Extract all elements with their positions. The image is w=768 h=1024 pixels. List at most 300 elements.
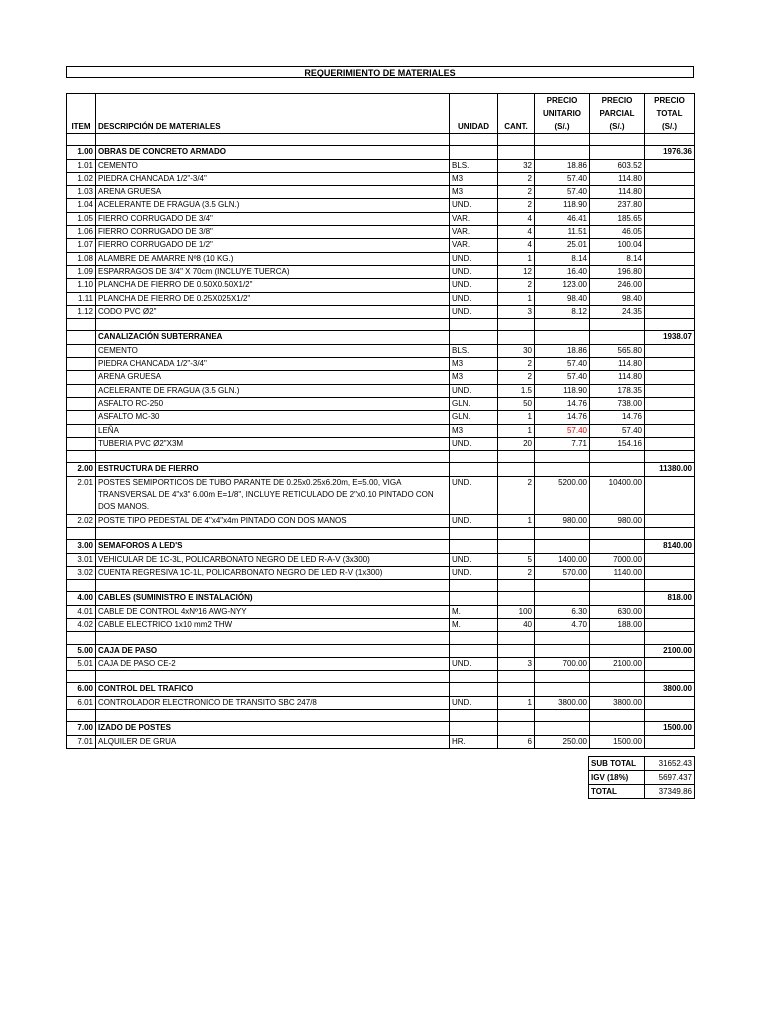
table-row bbox=[67, 476, 695, 514]
empty-cell bbox=[96, 632, 450, 644]
partial-price: 246.00 bbox=[590, 279, 645, 292]
partial-price: 3800.00 bbox=[590, 696, 645, 709]
empty-cell bbox=[96, 319, 450, 331]
partial-price: 8.14 bbox=[590, 252, 645, 265]
item-number bbox=[67, 424, 96, 437]
item-quantity: 2 bbox=[498, 358, 535, 371]
empty-cell bbox=[67, 580, 96, 592]
item-unit: M3 bbox=[450, 371, 498, 384]
empty-cell bbox=[645, 265, 695, 278]
item-unit: UND. bbox=[450, 305, 498, 318]
unit-price: 57.40 bbox=[535, 358, 590, 371]
table-row bbox=[67, 696, 695, 709]
table-row bbox=[67, 344, 695, 357]
header-precio-total bbox=[645, 94, 695, 134]
partial-price: 14.76 bbox=[590, 411, 645, 424]
summary-label: TOTAL bbox=[589, 785, 645, 799]
unit-price: 6.30 bbox=[535, 605, 590, 618]
empty-cell bbox=[535, 644, 590, 657]
item-unit: BLS. bbox=[450, 344, 498, 357]
empty-cell bbox=[535, 683, 590, 696]
empty-cell bbox=[96, 527, 450, 539]
empty-cell bbox=[450, 319, 498, 331]
item-number: 1.01 bbox=[67, 159, 96, 172]
item-unit: UND. bbox=[450, 514, 498, 527]
partial-price: 237.80 bbox=[590, 199, 645, 212]
unit-price: 98.40 bbox=[535, 292, 590, 305]
partial-price: 24.35 bbox=[590, 305, 645, 318]
empty-cell bbox=[498, 710, 535, 722]
empty-cell bbox=[645, 605, 695, 618]
item-quantity: 2 bbox=[498, 371, 535, 384]
item-number: 1.09 bbox=[67, 265, 96, 278]
header-pp-line3: (S/.) bbox=[609, 122, 625, 131]
section-title: CABLES (SUMINISTRO E INSTALACIÓN) bbox=[96, 592, 450, 605]
empty-cell bbox=[498, 671, 535, 683]
item-number: 4.02 bbox=[67, 618, 96, 631]
partial-price: 154.16 bbox=[590, 437, 645, 450]
item-number: 1.08 bbox=[67, 252, 96, 265]
empty-cell bbox=[498, 134, 535, 146]
table-body bbox=[67, 134, 695, 749]
table-row bbox=[67, 605, 695, 618]
empty-cell bbox=[535, 540, 590, 553]
header-pu-line1: PRECIO bbox=[546, 96, 578, 105]
section-title: IZADO DE POSTES bbox=[96, 722, 450, 735]
item-description: PIEDRA CHANCADA 1/2"-3/4" bbox=[96, 358, 450, 371]
table-row bbox=[67, 371, 695, 384]
section-total: 1500.00 bbox=[645, 722, 695, 735]
section-row bbox=[67, 463, 695, 476]
item-quantity: 3 bbox=[498, 305, 535, 318]
header-unidad: UNIDAD bbox=[450, 94, 498, 134]
section-row bbox=[67, 592, 695, 605]
item-description: ASFALTO RC-250 bbox=[96, 397, 450, 410]
empty-cell bbox=[645, 735, 695, 748]
table-row bbox=[67, 384, 695, 397]
blank-row bbox=[67, 580, 695, 592]
item-number: 1.05 bbox=[67, 212, 96, 225]
item-unit: UND. bbox=[450, 696, 498, 709]
item-quantity: 5 bbox=[498, 553, 535, 566]
empty-cell bbox=[535, 722, 590, 735]
unit-price: 57.40 bbox=[535, 371, 590, 384]
item-description: CAJA DE PASO CE-2 bbox=[96, 657, 450, 670]
item-number bbox=[67, 331, 96, 344]
item-description: PIEDRA CHANCADA 1/2"-3/4" bbox=[96, 172, 450, 185]
partial-price: 98.40 bbox=[590, 292, 645, 305]
unit-price: 18.86 bbox=[535, 344, 590, 357]
section-row bbox=[67, 683, 695, 696]
empty-cell bbox=[535, 146, 590, 159]
item-description: POSTE TIPO PEDESTAL DE 4"x4"x4m PINTADO CON DOS MANOS bbox=[96, 514, 450, 527]
item-number: 1.02 bbox=[67, 172, 96, 185]
section-title: OBRAS DE CONCRETO ARMADO bbox=[96, 146, 450, 159]
empty-cell bbox=[645, 159, 695, 172]
table-row bbox=[67, 397, 695, 410]
partial-price: 1140.00 bbox=[590, 566, 645, 579]
empty-cell bbox=[645, 358, 695, 371]
partial-price: 46.05 bbox=[590, 226, 645, 239]
empty-cell bbox=[645, 292, 695, 305]
empty-cell bbox=[498, 683, 535, 696]
partial-price: 114.80 bbox=[590, 371, 645, 384]
item-description: ACELERANTE DE FRAGUA (3.5 GLN.) bbox=[96, 384, 450, 397]
empty-cell bbox=[498, 319, 535, 331]
item-quantity: 2 bbox=[498, 172, 535, 185]
unit-price: 700.00 bbox=[535, 657, 590, 670]
item-quantity: 1 bbox=[498, 424, 535, 437]
item-description: VEHICULAR DE 1C-3L, POLICARBONATO NEGRO DE LED R-A-V (3x300) bbox=[96, 553, 450, 566]
item-quantity: 2 bbox=[498, 199, 535, 212]
header-precio-parcial bbox=[590, 94, 645, 134]
empty-cell bbox=[645, 319, 695, 331]
empty-cell bbox=[450, 451, 498, 463]
header-pp-line2: PARCIAL bbox=[599, 109, 635, 118]
item-number: 7.01 bbox=[67, 735, 96, 748]
item-number bbox=[67, 358, 96, 371]
item-unit: M3 bbox=[450, 424, 498, 437]
empty-cell bbox=[535, 632, 590, 644]
item-quantity: 100 bbox=[498, 605, 535, 618]
empty-cell bbox=[645, 514, 695, 527]
item-description: CABLE DE CONTROL 4xNº16 AWG-NYY bbox=[96, 605, 450, 618]
item-number bbox=[67, 411, 96, 424]
empty-cell bbox=[645, 134, 695, 146]
item-unit: BLS. bbox=[450, 159, 498, 172]
page-title: REQUERIMIENTO DE MATERIALES bbox=[66, 66, 694, 78]
partial-price: 100.04 bbox=[590, 239, 645, 252]
item-number: 6.00 bbox=[67, 683, 96, 696]
empty-cell bbox=[96, 710, 450, 722]
item-description: CABLE ELECTRICO 1x10 mm2 THW bbox=[96, 618, 450, 631]
item-unit: HR. bbox=[450, 735, 498, 748]
item-quantity: 2 bbox=[498, 279, 535, 292]
item-description: FIERRO CORRUGADO DE 3/4" bbox=[96, 212, 450, 225]
item-number: 5.01 bbox=[67, 657, 96, 670]
empty-cell bbox=[498, 722, 535, 735]
item-description: ARENA GRUESA bbox=[96, 371, 450, 384]
empty-cell bbox=[96, 580, 450, 592]
item-number: 7.00 bbox=[67, 722, 96, 735]
unit-price: 123.00 bbox=[535, 279, 590, 292]
table-row bbox=[67, 292, 695, 305]
empty-cell bbox=[535, 527, 590, 539]
empty-cell bbox=[67, 527, 96, 539]
item-number bbox=[67, 384, 96, 397]
table-row bbox=[67, 424, 695, 437]
table-row bbox=[67, 553, 695, 566]
table-row bbox=[67, 212, 695, 225]
item-number bbox=[67, 371, 96, 384]
empty-cell bbox=[498, 592, 535, 605]
unit-price: 14.76 bbox=[535, 411, 590, 424]
table-row bbox=[67, 358, 695, 371]
item-quantity: 2 bbox=[498, 476, 535, 514]
empty-cell bbox=[645, 344, 695, 357]
empty-cell bbox=[645, 371, 695, 384]
empty-cell bbox=[590, 451, 645, 463]
item-number bbox=[67, 397, 96, 410]
empty-cell bbox=[498, 463, 535, 476]
empty-cell bbox=[498, 580, 535, 592]
item-quantity: 1 bbox=[498, 696, 535, 709]
empty-cell bbox=[450, 540, 498, 553]
item-quantity: 4 bbox=[498, 226, 535, 239]
section-row bbox=[67, 644, 695, 657]
item-unit: M3 bbox=[450, 172, 498, 185]
header-cant: CANT. bbox=[498, 94, 535, 134]
header-pt-line1: PRECIO bbox=[654, 96, 685, 105]
item-description: CODO PVC Ø2" bbox=[96, 305, 450, 318]
item-description: ALQUILER DE GRUA bbox=[96, 735, 450, 748]
empty-cell bbox=[450, 710, 498, 722]
item-quantity: 1 bbox=[498, 252, 535, 265]
section-total: 8140.00 bbox=[645, 540, 695, 553]
empty-cell bbox=[645, 252, 695, 265]
empty-cell bbox=[645, 199, 695, 212]
item-number: 4.00 bbox=[67, 592, 96, 605]
section-title: ESTRUCTURA DE FIERRO bbox=[96, 463, 450, 476]
item-unit: M. bbox=[450, 618, 498, 631]
empty-cell bbox=[645, 657, 695, 670]
item-description: ACELERANTE DE FRAGUA (3.5 GLN.) bbox=[96, 199, 450, 212]
empty-cell bbox=[96, 134, 450, 146]
unit-price: 46.41 bbox=[535, 212, 590, 225]
empty-cell bbox=[535, 580, 590, 592]
item-unit: UND. bbox=[450, 252, 498, 265]
empty-cell bbox=[590, 722, 645, 735]
empty-cell bbox=[590, 463, 645, 476]
blank-row bbox=[67, 710, 695, 722]
unit-price: 980.00 bbox=[535, 514, 590, 527]
empty-cell bbox=[645, 384, 695, 397]
empty-cell bbox=[645, 411, 695, 424]
item-unit: UND. bbox=[450, 566, 498, 579]
section-total: 2100.00 bbox=[645, 644, 695, 657]
summary-value: 37349.86 bbox=[645, 785, 695, 799]
item-number: 1.06 bbox=[67, 226, 96, 239]
item-number: 1.03 bbox=[67, 186, 96, 199]
unit-price: 5200.00 bbox=[535, 476, 590, 514]
section-title: CONTROL DEL TRAFICO bbox=[96, 683, 450, 696]
unit-price: 25.01 bbox=[535, 239, 590, 252]
partial-price: 114.80 bbox=[590, 358, 645, 371]
item-quantity: 4 bbox=[498, 239, 535, 252]
empty-cell bbox=[590, 540, 645, 553]
empty-cell bbox=[450, 527, 498, 539]
partial-price: 980.00 bbox=[590, 514, 645, 527]
empty-cell bbox=[645, 671, 695, 683]
item-number: 1.00 bbox=[67, 146, 96, 159]
table-row bbox=[67, 618, 695, 631]
item-description: PLANCHA DE FIERRO DE 0.50X0.50X1/2" bbox=[96, 279, 450, 292]
empty-cell bbox=[450, 580, 498, 592]
header-item: ITEM bbox=[67, 94, 96, 134]
empty-cell bbox=[645, 580, 695, 592]
table-row bbox=[67, 239, 695, 252]
section-total: 818.00 bbox=[645, 592, 695, 605]
item-number: 5.00 bbox=[67, 644, 96, 657]
item-number: 1.04 bbox=[67, 199, 96, 212]
item-unit: UND. bbox=[450, 476, 498, 514]
unit-price: 14.76 bbox=[535, 397, 590, 410]
unit-price: 8.14 bbox=[535, 252, 590, 265]
table-row bbox=[67, 437, 695, 450]
blank-row bbox=[67, 319, 695, 331]
unit-price: 8.12 bbox=[535, 305, 590, 318]
unit-price: 57.40 bbox=[535, 172, 590, 185]
table-row bbox=[67, 172, 695, 185]
empty-cell bbox=[96, 451, 450, 463]
item-quantity: 1 bbox=[498, 514, 535, 527]
empty-cell bbox=[535, 331, 590, 344]
item-description: CEMENTO bbox=[96, 159, 450, 172]
item-description: CEMENTO bbox=[96, 344, 450, 357]
empty-cell bbox=[450, 722, 498, 735]
empty-cell bbox=[645, 172, 695, 185]
item-unit: UND. bbox=[450, 292, 498, 305]
empty-cell bbox=[67, 451, 96, 463]
item-quantity: 1 bbox=[498, 411, 535, 424]
empty-cell bbox=[645, 553, 695, 566]
item-description: FIERRO CORRUGADO DE 3/8" bbox=[96, 226, 450, 239]
table-header-row bbox=[67, 94, 695, 134]
item-unit: UND. bbox=[450, 199, 498, 212]
summary-value: 31652.43 bbox=[645, 757, 695, 771]
partial-price: 2100.00 bbox=[590, 657, 645, 670]
item-unit: GLN. bbox=[450, 397, 498, 410]
empty-cell bbox=[67, 319, 96, 331]
item-number: 1.12 bbox=[67, 305, 96, 318]
item-quantity: 40 bbox=[498, 618, 535, 631]
unit-price: 18.86 bbox=[535, 159, 590, 172]
item-number: 2.02 bbox=[67, 514, 96, 527]
empty-cell bbox=[535, 134, 590, 146]
item-quantity: 2 bbox=[498, 566, 535, 579]
summary-label: IGV (18%) bbox=[589, 771, 645, 785]
item-description: CONTROLADOR ELECTRONICO DE TRANSITO SBC 247/8 bbox=[96, 696, 450, 709]
empty-cell bbox=[645, 696, 695, 709]
partial-price: 178.35 bbox=[590, 384, 645, 397]
item-unit: M. bbox=[450, 605, 498, 618]
table-row bbox=[67, 159, 695, 172]
empty-cell bbox=[645, 710, 695, 722]
empty-cell bbox=[645, 212, 695, 225]
empty-cell bbox=[645, 186, 695, 199]
empty-cell bbox=[590, 644, 645, 657]
item-number: 1.11 bbox=[67, 292, 96, 305]
partial-price: 603.52 bbox=[590, 159, 645, 172]
unit-price: 57.40 bbox=[535, 186, 590, 199]
item-description: PLANCHA DE FIERRO DE 0.25X025X1/2" bbox=[96, 292, 450, 305]
unit-price: 3800.00 bbox=[535, 696, 590, 709]
empty-cell bbox=[590, 134, 645, 146]
header-pt-line2: TOTAL bbox=[656, 109, 683, 118]
header-pp-line1: PRECIO bbox=[601, 96, 633, 105]
empty-cell bbox=[535, 671, 590, 683]
empty-cell bbox=[590, 527, 645, 539]
item-description: ASFALTO MC-30 bbox=[96, 411, 450, 424]
section-title: CAJA DE PASO bbox=[96, 644, 450, 657]
unit-price: 250.00 bbox=[535, 735, 590, 748]
table-row bbox=[67, 411, 695, 424]
item-description: TUBERIA PVC Ø2"X3M bbox=[96, 437, 450, 450]
empty-cell bbox=[498, 644, 535, 657]
table-row bbox=[67, 657, 695, 670]
item-quantity: 32 bbox=[498, 159, 535, 172]
partial-price: 7000.00 bbox=[590, 553, 645, 566]
summary-label: SUB TOTAL bbox=[589, 757, 645, 771]
blank-row bbox=[67, 671, 695, 683]
empty-cell bbox=[645, 279, 695, 292]
table-row bbox=[67, 566, 695, 579]
partial-price: 196.80 bbox=[590, 265, 645, 278]
header-precio-unitario bbox=[535, 94, 590, 134]
table-row bbox=[67, 199, 695, 212]
empty-cell bbox=[535, 463, 590, 476]
empty-cell bbox=[498, 540, 535, 553]
item-description: CUENTA REGRESIVA 1C-1L, POLICARBONATO NEGRO DE LED R-V (1x300) bbox=[96, 566, 450, 579]
item-quantity: 4 bbox=[498, 212, 535, 225]
item-description: POSTES SEMIPORTICOS DE TUBO PARANTE DE 0.25x0.25x6.20m, E=5.00, VIGA TRANSVERSAL DE 4"x3" 6.00m E=1/8", INCLUYE RETICULADO DE 2"x0.10 PINTADO CON DOS MANOS. bbox=[96, 476, 450, 514]
empty-cell bbox=[590, 683, 645, 696]
section-total: 3800.00 bbox=[645, 683, 695, 696]
item-quantity: 30 bbox=[498, 344, 535, 357]
partial-price: 188.00 bbox=[590, 618, 645, 631]
empty-cell bbox=[590, 592, 645, 605]
table-row bbox=[67, 265, 695, 278]
table-row bbox=[67, 279, 695, 292]
table-row bbox=[67, 514, 695, 527]
unit-price: 118.90 bbox=[535, 384, 590, 397]
item-number: 4.01 bbox=[67, 605, 96, 618]
item-number: 3.02 bbox=[67, 566, 96, 579]
empty-cell bbox=[590, 331, 645, 344]
empty-cell bbox=[590, 580, 645, 592]
empty-cell bbox=[67, 710, 96, 722]
table-row bbox=[67, 226, 695, 239]
section-total: 1976.36 bbox=[645, 146, 695, 159]
empty-cell bbox=[535, 451, 590, 463]
partial-price: 185.65 bbox=[590, 212, 645, 225]
empty-cell bbox=[645, 397, 695, 410]
item-unit: VAR. bbox=[450, 239, 498, 252]
materials-table bbox=[66, 93, 695, 749]
item-number: 1.07 bbox=[67, 239, 96, 252]
empty-cell bbox=[67, 134, 96, 146]
empty-cell bbox=[590, 632, 645, 644]
item-description: FIERRO CORRUGADO DE 1/2" bbox=[96, 239, 450, 252]
partial-price: 630.00 bbox=[590, 605, 645, 618]
partial-price: 565.80 bbox=[590, 344, 645, 357]
empty-cell bbox=[96, 671, 450, 683]
empty-cell bbox=[498, 451, 535, 463]
item-unit: M3 bbox=[450, 358, 498, 371]
empty-cell bbox=[645, 566, 695, 579]
item-quantity: 12 bbox=[498, 265, 535, 278]
empty-cell bbox=[535, 319, 590, 331]
empty-cell bbox=[498, 527, 535, 539]
partial-price: 10400.00 bbox=[590, 476, 645, 514]
item-number: 6.01 bbox=[67, 696, 96, 709]
unit-price: 570.00 bbox=[535, 566, 590, 579]
header-pu-line3: (S/.) bbox=[554, 122, 570, 131]
header-descripcion: DESCRIPCIÓN DE MATERIALES bbox=[96, 94, 450, 134]
header-pt-line3: (S/.) bbox=[661, 122, 678, 131]
unit-price: 11.51 bbox=[535, 226, 590, 239]
empty-cell bbox=[645, 618, 695, 631]
